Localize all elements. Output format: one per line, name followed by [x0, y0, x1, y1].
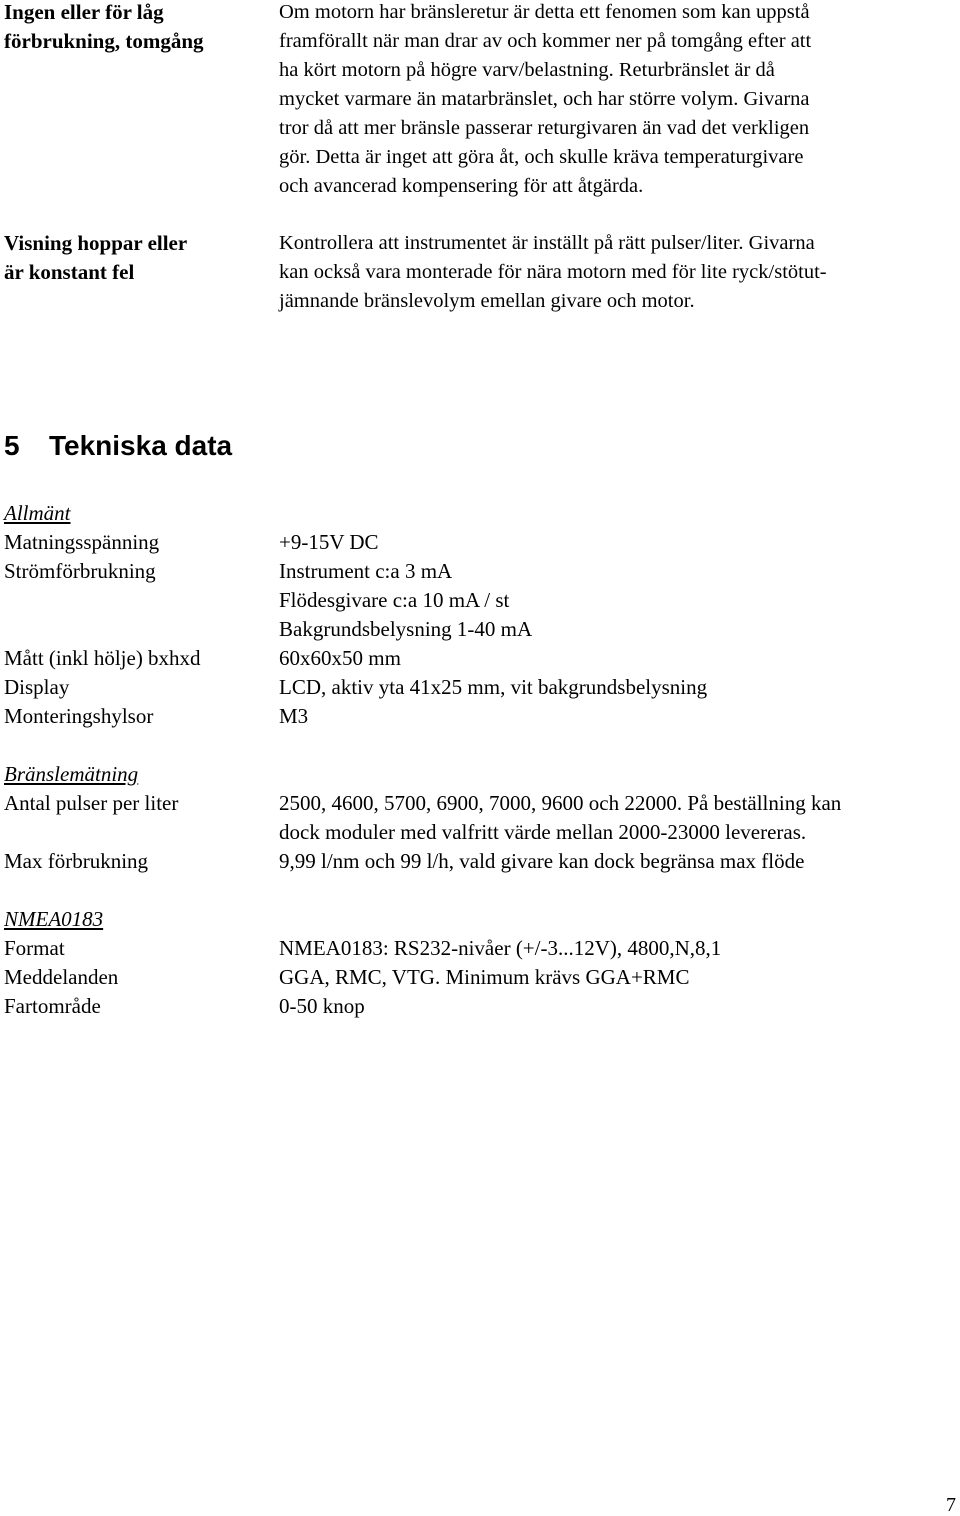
problem-label [4, 229, 266, 287]
spec-value: 0-50 knop [279, 994, 365, 1018]
solution-line: ha kört motorn på högre varv/belastning. Returbränslet är då [279, 59, 775, 81]
spec-value: 2500, 4600, 5700, 6900, 7000, 9600 och 22000. På beställning kan [279, 791, 842, 815]
spec-key: Max förbrukning [4, 849, 149, 873]
spec-row [0, 615, 960, 644]
spec-value: LCD, aktiv yta 41x25 mm, vit bakgrundsbelysning [279, 675, 708, 699]
solution-line: mycket varmare än matarbränslet, och har större volym. Givarna [279, 88, 810, 110]
spec-value: +9-15V DC [279, 530, 379, 554]
problem-solution [279, 229, 955, 316]
spec-group-title-fuel: Bränslemätning [4, 762, 139, 786]
solution-line: tror då att mer bränsle passerar returgivaren än vad det verkligen [279, 117, 810, 139]
spec-row [0, 963, 960, 992]
spec-key: Fartområde [4, 994, 101, 1018]
spec-row [0, 644, 960, 673]
solution-line: Om motorn har bränsleretur är detta ett fenomen som kan uppstå [279, 1, 810, 23]
spec-row [0, 673, 960, 702]
spec-key: Meddelanden [4, 965, 119, 989]
problem-label [4, 0, 266, 56]
solution-line: framförallt när man drar av och kommer ner på tomgång efter att [279, 30, 812, 52]
section-heading [4, 428, 232, 464]
spec-key: Antal pulser per liter [4, 791, 179, 815]
spec-key: Monteringshylsor [4, 704, 154, 728]
spec-row [0, 557, 960, 586]
spec-row [0, 847, 960, 876]
spec-row [0, 586, 960, 615]
spec-value: M3 [279, 704, 309, 728]
problem-label-line: Ingen eller för låg [4, 0, 164, 24]
spec-group-title-nmea: NMEA0183 [4, 907, 104, 931]
spec-key: Display [4, 675, 70, 699]
problem-label-line: är konstant fel [4, 260, 135, 284]
spec-key: Format [4, 936, 65, 960]
spec-row [0, 702, 960, 731]
page-number: 7 [946, 1494, 956, 1516]
spec-value: 9,99 l/nm och 99 l/h, vald givare kan dock begränsa max flöde [279, 849, 805, 873]
spec-group-title-general: Allmänt [4, 501, 71, 525]
spec-value: dock moduler med valfritt värde mellan 2000-23000 levereras. [279, 820, 807, 844]
spec-value: GGA, RMC, VTG. Minimum krävs GGA+RMC [279, 965, 690, 989]
solution-line: kan också vara monterade för nära motorn med för lite ryck/stötut- [279, 261, 827, 283]
problem-solution [279, 0, 955, 201]
spec-key: Matningsspänning [4, 530, 160, 554]
spec-value: Instrument c:a 3 mA [279, 559, 453, 583]
problem-label-line: Visning hoppar eller [4, 231, 188, 255]
spec-row [0, 528, 960, 557]
spec-row [0, 789, 960, 818]
spec-value: NMEA0183: RS232-nivåer (+/-3...12V), 4800,N,8,1 [279, 936, 722, 960]
spacer [0, 731, 960, 760]
solution-line: Kontrollera att instrumentet är inställt på rätt pulser/liter. Givarna [279, 232, 815, 254]
spec-row [0, 992, 960, 1021]
spec-value: Flödesgivare c:a 10 mA / st [279, 588, 510, 612]
spec-key: Strömförbrukning [4, 559, 156, 583]
section-number: 5 [4, 430, 20, 461]
spec-row [0, 934, 960, 963]
spec-row [0, 818, 960, 847]
spec-value: Bakgrundsbelysning 1-40 mA [279, 617, 533, 641]
solution-line: och avancerad kompensering för att åtgärda. [279, 175, 644, 197]
spec-value: 60x60x50 mm [279, 646, 401, 670]
spacer [0, 876, 960, 905]
section-title: Tekniska data [49, 430, 233, 461]
spec-table [0, 499, 960, 1021]
problem-label-line: förbrukning, tomgång [4, 29, 204, 53]
solution-line: gör. Detta är inget att göra åt, och skulle kräva temperaturgivare [279, 146, 804, 168]
solution-line: jämnande bränslevolym emellan givare och motor. [279, 290, 695, 312]
spec-key: Mått (inkl hölje) bxhxd [4, 646, 201, 670]
